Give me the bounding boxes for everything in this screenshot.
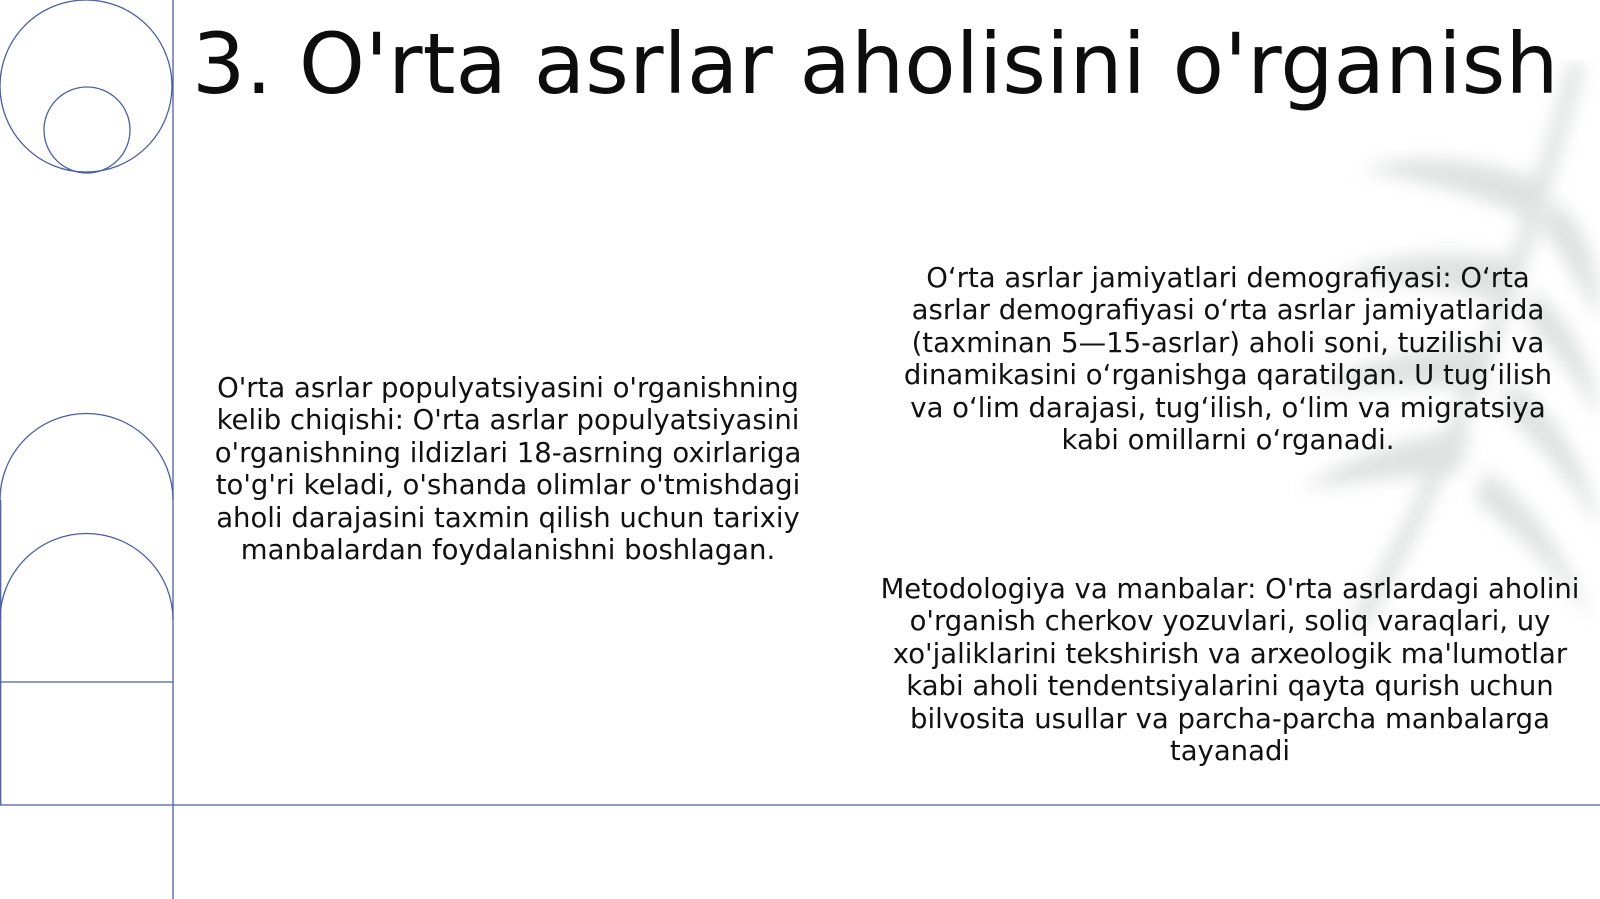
slide-title: 3. O'rta asrlar aholisini o'rganish <box>192 15 1559 113</box>
arch-outline-upper <box>0 414 173 501</box>
paragraph-origin-of-study: O'rta asrlar populyatsiyasini o'rganishning kelib chiqishi: O'rta asrlar populyatsiyasini o'rganishning ildizlari 18-asrning oxirlariga to'g'ri keladi, o'shanda olimlar o'tmishdagi aholi darajasini taxmin qilish uchun tarixiy manbalardan foydalanishni boshlagan. <box>214 372 802 567</box>
small-circle-outline <box>44 87 130 173</box>
paragraph-medieval-demography: O‘rta asrlar jamiyatlari demografiyasi: O‘rta asrlar demografiyasi o‘rta asrlar jamiyatlarida (taxminan 5—15-asrlar) aholi soni, tuzilishi va dinamikasini o‘rganishga qaratilgan. U tug‘ilish va o‘lim darajasi, tug‘ilish, o‘lim va migratsiya kabi omillarni o‘rganadi. <box>903 262 1553 457</box>
paragraph-methodology-sources: Metodologiya va manbalar: O'rta asrlardagi aholini o'rganish cherkov yozuvlari, soliq varaqlari, uy xo'jaliklarini tekshirish va arxeologik ma'lumotlar kabi aholi tendentsiyalarini qayta qurish uchun bilvosita usullar va parcha-parcha manbalarga tayanadi <box>880 573 1580 768</box>
large-circle-outline <box>0 0 172 172</box>
arch-outline-lower <box>0 534 173 621</box>
